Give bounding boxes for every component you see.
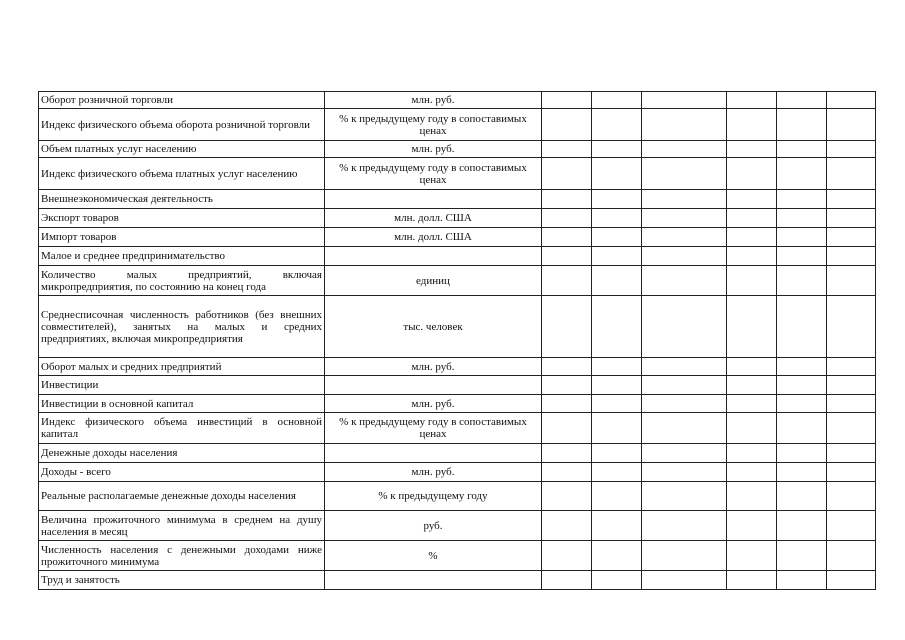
value-cell [542, 358, 592, 376]
value-cell [592, 209, 642, 228]
value-cell [642, 266, 727, 296]
value-cell [777, 358, 827, 376]
value-cell [642, 228, 727, 247]
value-cell [592, 482, 642, 511]
value-cell [592, 296, 642, 358]
value-cell [542, 444, 592, 463]
unit-cell: единиц [325, 266, 542, 296]
value-cell [777, 247, 827, 266]
unit-cell: % к предыдущему году в сопоставимых ценах [325, 413, 542, 444]
value-cell [827, 511, 876, 541]
value-cell [642, 571, 727, 590]
value-cell [727, 395, 777, 413]
unit-cell: млн. руб. [325, 141, 542, 158]
value-cell [642, 413, 727, 444]
value-cell [777, 541, 827, 571]
value-cell [727, 92, 777, 109]
value-cell [827, 413, 876, 444]
table-row [39, 358, 876, 376]
value-cell [592, 571, 642, 590]
indicator-label: Денежные доходы населения [39, 444, 325, 463]
table-row [39, 511, 876, 541]
value-cell [777, 511, 827, 541]
value-cell [592, 444, 642, 463]
table-row [39, 482, 876, 511]
table-row [39, 92, 876, 109]
value-cell [642, 444, 727, 463]
value-cell [542, 571, 592, 590]
value-cell [592, 158, 642, 190]
value-cell [592, 109, 642, 141]
unit-cell: млн. руб. [325, 92, 542, 109]
value-cell [727, 358, 777, 376]
value-cell [727, 296, 777, 358]
value-cell [777, 463, 827, 482]
indicators-table [38, 91, 876, 590]
value-cell [592, 190, 642, 209]
unit-cell: % к предыдущему году в сопоставимых ценах [325, 158, 542, 190]
value-cell [827, 247, 876, 266]
value-cell [542, 413, 592, 444]
value-cell [642, 190, 727, 209]
value-cell [592, 92, 642, 109]
table-row [39, 266, 876, 296]
value-cell [777, 482, 827, 511]
indicator-label: Объем платных услуг населению [39, 141, 325, 158]
indicator-label: Реальные располагаемые денежные доходы населения [39, 482, 325, 511]
indicator-label: Индекс физического объема платных услуг населению [39, 158, 325, 190]
value-cell [642, 463, 727, 482]
indicator-label: Инвестиции в основной капитал [39, 395, 325, 413]
value-cell [592, 266, 642, 296]
value-cell [827, 92, 876, 109]
value-cell [642, 92, 727, 109]
indicator-label: Оборот малых и средних предприятий [39, 358, 325, 376]
value-cell [777, 571, 827, 590]
indicator-label: Индекс физического объема оборота розничной торговли [39, 109, 325, 141]
indicator-label: Оборот розничной торговли [39, 92, 325, 109]
value-cell [727, 247, 777, 266]
value-cell [727, 444, 777, 463]
value-cell [727, 413, 777, 444]
value-cell [592, 228, 642, 247]
value-cell [777, 141, 827, 158]
unit-cell: % к предыдущему году в сопоставимых ценах [325, 109, 542, 141]
value-cell [642, 395, 727, 413]
table-row [39, 571, 876, 590]
value-cell [777, 209, 827, 228]
table-row [39, 190, 876, 209]
table-row [39, 463, 876, 482]
table-row [39, 209, 876, 228]
unit-cell [325, 190, 542, 209]
unit-cell: руб. [325, 511, 542, 541]
value-cell [777, 376, 827, 395]
value-cell [827, 228, 876, 247]
table-row [39, 444, 876, 463]
value-cell [777, 413, 827, 444]
value-cell [777, 444, 827, 463]
value-cell [777, 92, 827, 109]
value-cell [592, 463, 642, 482]
value-cell [727, 109, 777, 141]
table-body [39, 92, 876, 590]
value-cell [542, 463, 592, 482]
unit-cell [325, 444, 542, 463]
value-cell [777, 228, 827, 247]
value-cell [542, 395, 592, 413]
value-cell [642, 541, 727, 571]
value-cell [592, 376, 642, 395]
value-cell [542, 541, 592, 571]
value-cell [727, 511, 777, 541]
value-cell [827, 190, 876, 209]
document-page [38, 91, 876, 590]
value-cell [642, 358, 727, 376]
value-cell [727, 541, 777, 571]
value-cell [542, 376, 592, 395]
indicator-label: Инвестиции [39, 376, 325, 395]
value-cell [827, 141, 876, 158]
value-cell [542, 141, 592, 158]
unit-cell [325, 376, 542, 395]
value-cell [777, 266, 827, 296]
value-cell [777, 190, 827, 209]
value-cell [542, 92, 592, 109]
table-row [39, 413, 876, 444]
value-cell [827, 266, 876, 296]
table-row [39, 141, 876, 158]
value-cell [777, 109, 827, 141]
value-cell [642, 296, 727, 358]
value-cell [727, 141, 777, 158]
value-cell [827, 109, 876, 141]
indicator-label: Труд и занятость [39, 571, 325, 590]
value-cell [727, 571, 777, 590]
value-cell [727, 376, 777, 395]
unit-cell: % к предыдущему году [325, 482, 542, 511]
value-cell [542, 511, 592, 541]
unit-cell: млн. руб. [325, 358, 542, 376]
unit-cell: тыс. человек [325, 296, 542, 358]
value-cell [642, 109, 727, 141]
value-cell [642, 247, 727, 266]
unit-cell: млн. руб. [325, 463, 542, 482]
value-cell [727, 190, 777, 209]
value-cell [727, 158, 777, 190]
indicator-label: Количество малых предприятий, включая микропредприятия, по состоянию на конец года [39, 266, 325, 296]
value-cell [542, 266, 592, 296]
value-cell [642, 511, 727, 541]
value-cell [642, 209, 727, 228]
value-cell [592, 511, 642, 541]
indicator-label: Доходы - всего [39, 463, 325, 482]
indicator-label: Индекс физического объема инвестиций в основной капитал [39, 413, 325, 444]
value-cell [592, 141, 642, 158]
table-row [39, 541, 876, 571]
value-cell [542, 190, 592, 209]
value-cell [827, 296, 876, 358]
table-row [39, 228, 876, 247]
table-row [39, 296, 876, 358]
value-cell [727, 266, 777, 296]
value-cell [592, 395, 642, 413]
indicator-label: Импорт товаров [39, 228, 325, 247]
indicator-label: Среднесписочная численность работников (без внешних совместителей), занятых на малых и средних предприятиях, включая микропредприятия [39, 296, 325, 358]
value-cell [642, 482, 727, 511]
value-cell [827, 571, 876, 590]
value-cell [542, 228, 592, 247]
value-cell [542, 209, 592, 228]
value-cell [542, 109, 592, 141]
value-cell [827, 376, 876, 395]
value-cell [642, 141, 727, 158]
unit-cell [325, 247, 542, 266]
value-cell [542, 296, 592, 358]
value-cell [592, 541, 642, 571]
value-cell [592, 358, 642, 376]
value-cell [542, 247, 592, 266]
value-cell [592, 247, 642, 266]
value-cell [727, 228, 777, 247]
indicator-label: Величина прожиточного минимума в среднем на душу населения в месяц [39, 511, 325, 541]
unit-cell: млн. долл. США [325, 228, 542, 247]
value-cell [542, 158, 592, 190]
value-cell [827, 358, 876, 376]
table-row [39, 395, 876, 413]
indicator-label: Экспорт товаров [39, 209, 325, 228]
value-cell [777, 158, 827, 190]
value-cell [642, 376, 727, 395]
value-cell [592, 413, 642, 444]
value-cell [727, 463, 777, 482]
value-cell [827, 395, 876, 413]
indicator-label: Малое и среднее предпринимательство [39, 247, 325, 266]
unit-cell: млн. долл. США [325, 209, 542, 228]
value-cell [827, 158, 876, 190]
value-cell [827, 209, 876, 228]
table-row [39, 247, 876, 266]
value-cell [542, 482, 592, 511]
value-cell [827, 463, 876, 482]
value-cell [727, 209, 777, 228]
value-cell [777, 296, 827, 358]
indicator-label: Внешнеэкономическая деятельность [39, 190, 325, 209]
unit-cell: млн. руб. [325, 395, 542, 413]
table-row [39, 158, 876, 190]
unit-cell [325, 571, 542, 590]
value-cell [777, 395, 827, 413]
value-cell [827, 444, 876, 463]
value-cell [727, 482, 777, 511]
table-row [39, 109, 876, 141]
indicator-label: Численность населения с денежными доходами ниже прожиточного минимума [39, 541, 325, 571]
unit-cell: % [325, 541, 542, 571]
value-cell [827, 541, 876, 571]
value-cell [642, 158, 727, 190]
value-cell [827, 482, 876, 511]
table-row [39, 376, 876, 395]
